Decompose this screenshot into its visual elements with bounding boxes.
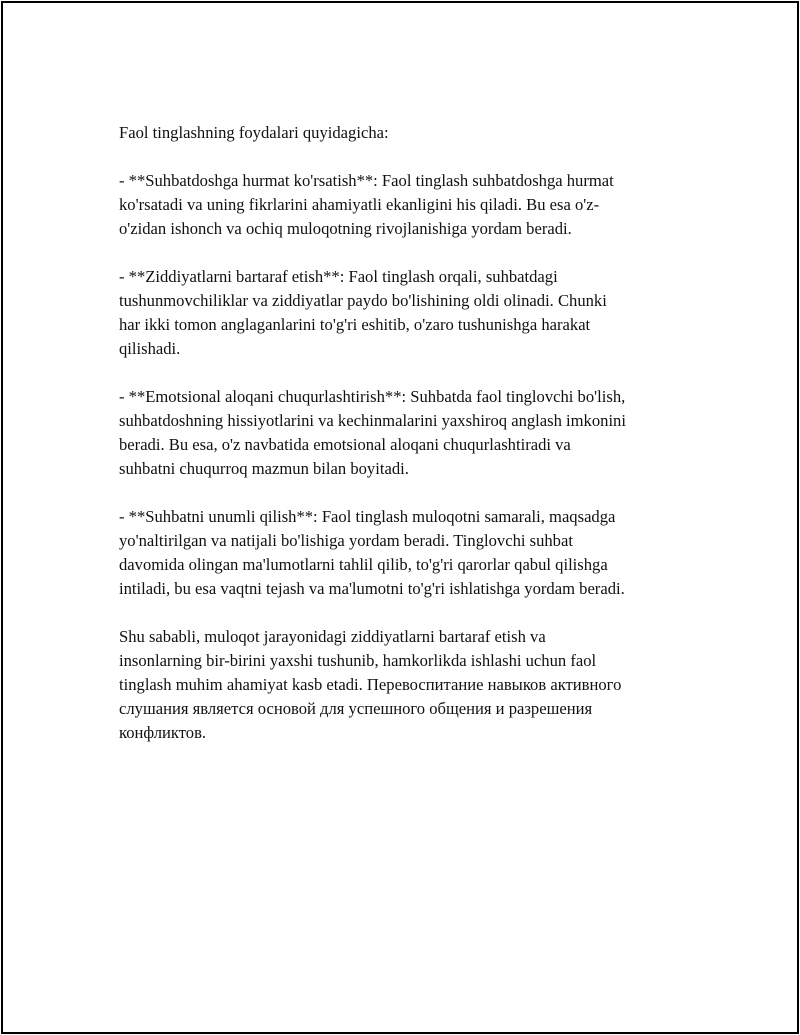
list-item-conflict-resolution: - **Ziddiyatlarni bartaraf etish**: Faol tinglash orqali, suhbatdagi tushunmovchiliklar va ziddiyatlar paydo bo'lishining oldi olinadi. Chunki har ikki tomon anglaganlarini to'g'ri eshitib, o'zaro tushunishga harakat qilishadi. xyxy=(119,267,607,358)
document-body xyxy=(119,121,689,769)
conclusion-paragraph: Shu sababli, muloqot jarayonidagi ziddiyatlarni bartaraf etish va insonlarning bir-birini yaxshi tushunib, hamkorlikda ishlashi uchun faol tinglash muhim ahamiyat kasb etadi. Перевоспитание навыков активного слушания является основой для успешного общения и разрешения конфликтов. xyxy=(119,627,622,742)
list-item-productive-conversation: - **Suhbatni unumli qilish**: Faol tinglash muloqotni samarali, maqsadga yo'naltirilgan va natijali bo'lishiga yordam beradi. Tinglovchi suhbat davomida olingan ma'lumotlarni tahlil qilib, to'g'ri qarorlar qabul qilishga intiladi, bu esa vaqtni tejash va ma'lumotni to'g'ri ishlatishga yordam beradi. xyxy=(119,507,625,598)
intro-paragraph: Faol tinglashning foydalari quyidagicha: xyxy=(119,123,389,142)
document-page xyxy=(1,1,799,1034)
list-item-respect: - **Suhbatdoshga hurmat ko'rsatish**: Faol tinglash suhbatdoshga hurmat ko'rsatadi va uning fikrlarini ahamiyatli ekanligini his qiladi. Bu esa o'z- o'zidan ishonch va ochiq muloqotning rivojlanishiga yordam beradi. xyxy=(119,171,614,238)
list-item-emotional-connection: - **Emotsional aloqani chuqurlashtirish**: Suhbatda faol tinglovchi bo'lish, suhbatdoshning hissiyotlarini va kechinmalarini yaxshiroq anglash imkonini beradi. Bu esa, o'z navbatida emotsional aloqani chuqurlashtiradi va suhbatni chuqurroq mazmun bilan boyitadi. xyxy=(119,387,626,478)
